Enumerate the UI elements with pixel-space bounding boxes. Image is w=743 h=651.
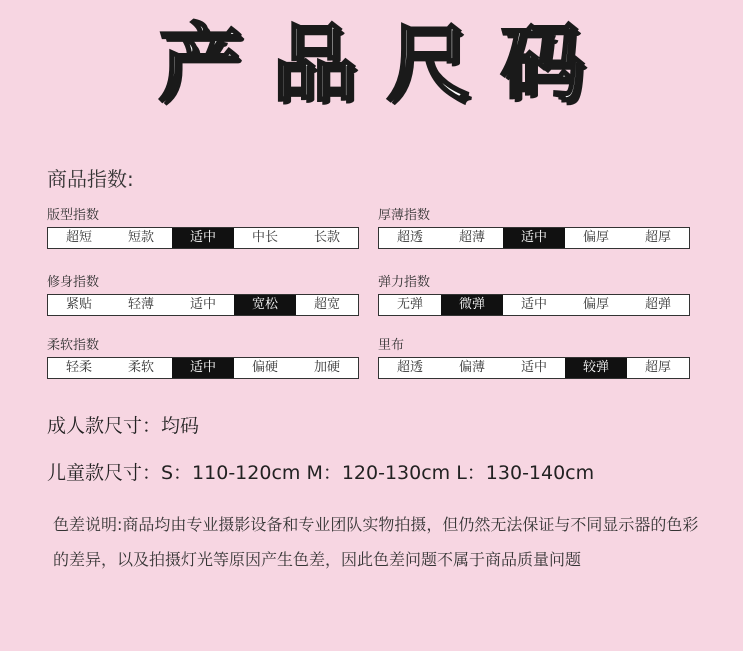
scale-option: 偏厚 — [582, 230, 609, 245]
scale-option: 适中 — [189, 297, 216, 312]
index-block-stretch — [378, 274, 690, 316]
scale-option: 短款 — [127, 230, 154, 245]
scale-option: 柔软 — [127, 360, 154, 375]
scale-option: 偏薄 — [458, 360, 485, 375]
scale-option: 超宽 — [313, 297, 340, 312]
scale-option: 超厚 — [644, 360, 671, 375]
scale-option: 较弹 — [565, 358, 627, 378]
scale-option: 中长 — [251, 230, 278, 245]
index-block-slim — [47, 274, 359, 316]
scale-option: 适中 — [503, 228, 565, 248]
adult-size: 成人款尺寸：均码 — [47, 415, 200, 437]
index-block-thickness — [378, 207, 690, 249]
scale-option: 适中 — [520, 360, 547, 375]
index-scale — [47, 357, 359, 379]
index-label: 版型指数 — [47, 208, 100, 223]
index-scale — [378, 357, 690, 379]
scale-option: 轻薄 — [127, 297, 154, 312]
index-scale — [47, 227, 359, 249]
scale-option: 微弹 — [441, 295, 503, 315]
scale-option: 超弹 — [644, 297, 671, 312]
child-size: 儿童款尺寸：S：110-120cm M：120-130cm L：130-140cm — [47, 462, 595, 484]
scale-option: 适中 — [172, 228, 234, 248]
page-title — [0, 14, 743, 114]
scale-option: 超薄 — [458, 230, 485, 245]
index-label: 柔软指数 — [47, 338, 100, 353]
index-scale — [378, 294, 690, 316]
index-block-fit — [47, 207, 359, 249]
title-char: 产 — [158, 14, 243, 113]
scale-option: 偏硬 — [251, 360, 278, 375]
scale-option: 轻柔 — [65, 360, 92, 375]
scale-option: 加硬 — [313, 360, 340, 375]
title-char: 品 — [272, 14, 357, 113]
scale-option: 适中 — [520, 297, 547, 312]
scale-option: 适中 — [172, 358, 234, 378]
title-char: 尺 — [386, 14, 471, 113]
index-label: 里布 — [378, 338, 405, 353]
color-note: 色差说明:商品均由专业摄影设备和专业团队实物拍摄，但仍然无法保证与不同显示器的色彩的差异，以及拍摄灯光等原因产生色差，因此色差问题不属于商品质量问题 — [53, 515, 699, 569]
index-label: 弹力指数 — [378, 275, 431, 290]
scale-option: 无弹 — [396, 297, 423, 312]
index-label: 厚薄指数 — [378, 208, 431, 223]
title-char: 码 — [500, 14, 585, 113]
scale-option: 超短 — [65, 230, 92, 245]
index-block-lining — [378, 337, 690, 379]
scale-option: 偏厚 — [582, 297, 609, 312]
index-scale — [378, 227, 690, 249]
scale-option: 紧贴 — [65, 297, 92, 312]
section-heading: 商品指数: — [47, 167, 134, 191]
index-scale — [47, 294, 359, 316]
scale-option: 长款 — [313, 230, 340, 245]
scale-option: 超厚 — [644, 230, 671, 245]
scale-option: 宽松 — [234, 295, 296, 315]
index-label: 修身指数 — [47, 275, 100, 290]
index-block-softness — [47, 337, 359, 379]
scale-option: 超透 — [396, 360, 423, 375]
scale-option: 超透 — [396, 230, 423, 245]
